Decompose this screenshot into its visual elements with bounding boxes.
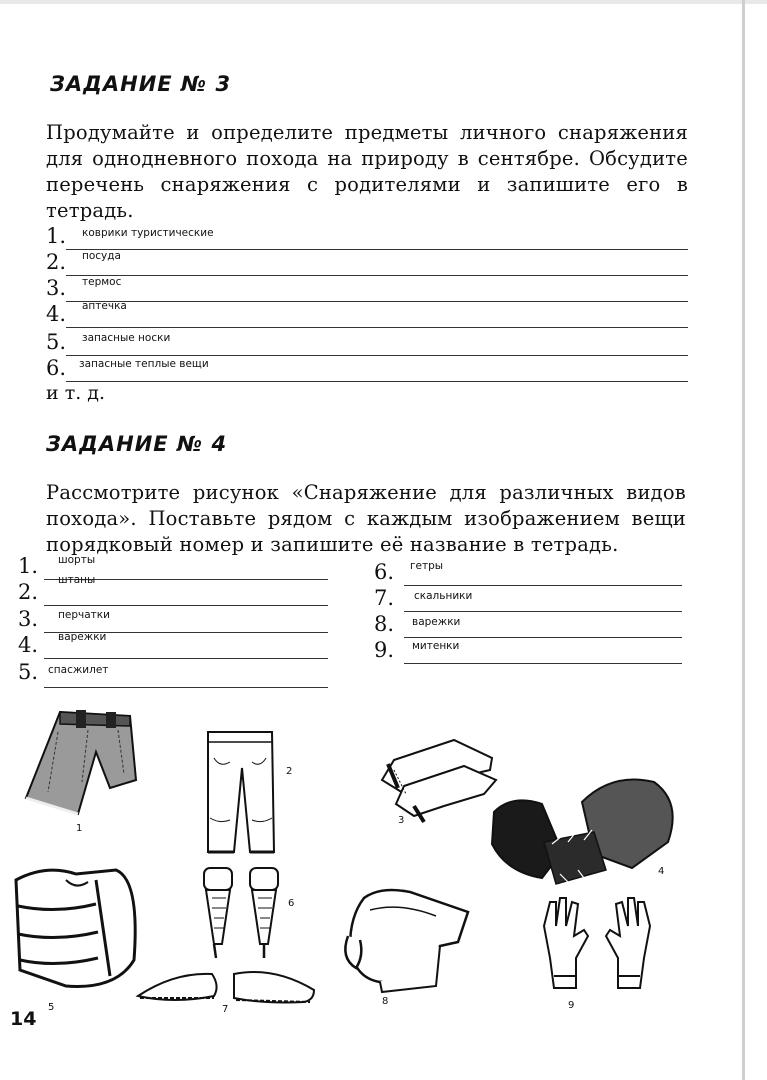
task4-title: ЗАДАНИЕ № 4 [46, 432, 228, 456]
handwritten-answer: спасжилет [48, 664, 109, 676]
trousers-illustration [200, 728, 280, 863]
figure-label-1: 1 [76, 823, 83, 834]
answer-line [44, 687, 328, 688]
row-number: 5. [46, 330, 67, 354]
figure-label-5: 5 [48, 1002, 55, 1013]
handwritten-answer: митенки [412, 640, 460, 652]
row-number: 8. [374, 612, 395, 636]
etc-note: и т. д. [46, 382, 106, 404]
figure-label-6: 6 [288, 898, 295, 909]
figure-label-7: 7 [222, 1004, 229, 1015]
figure-label-3: 3 [398, 815, 405, 826]
handwritten-answer: посуда [82, 250, 121, 262]
row-number: 9. [374, 638, 395, 662]
answer-line [66, 381, 688, 382]
task4-row-7 [374, 586, 682, 612]
row-number: 4. [18, 633, 39, 657]
handwritten-answer: скальники [414, 590, 473, 602]
task4-instructions: Рассмотрите рисунок «Снаряжение для различных видов похода». Поставьте рядом с каждым изображением вещи порядковый номер и запишите её название в тетрадь. [46, 481, 686, 556]
row-number: 3. [46, 276, 67, 300]
task3-row-6 [46, 356, 688, 382]
row-number: 1. [18, 554, 39, 578]
row-number: 3. [18, 607, 39, 631]
task4-row-2 [18, 574, 328, 606]
task3-title: ЗАДАНИЕ № 3 [50, 72, 232, 96]
handwritten-answer: запасные носки [82, 332, 171, 344]
row-number: 6. [46, 356, 67, 380]
task4-row-4 [18, 633, 328, 659]
row-number: 2. [46, 250, 67, 274]
row-number: 6. [374, 560, 395, 584]
scan-edge [0, 0, 767, 4]
handwritten-answer: перчатки [58, 609, 110, 621]
handwritten-answer: коврики туристические [82, 227, 214, 239]
climbing-shoes-illustration [134, 962, 324, 1008]
life-vest-illustration [6, 850, 146, 1000]
task4-row-6 [374, 560, 682, 586]
handwritten-answer: гетры [410, 560, 444, 572]
fingerless-gloves-illustration [536, 896, 658, 1000]
handwritten-answer: варежки [58, 631, 107, 643]
task3-row-5 [46, 330, 688, 356]
task4-row-8 [374, 612, 682, 638]
task4-row-9 [374, 638, 682, 664]
mittens-illustration [340, 886, 470, 996]
page-number: 14 [10, 1008, 37, 1030]
figure-label-2: 2 [286, 766, 293, 777]
task3-instructions: Продумайте и определите предметы личного снаряжения для однодневного похода на природу в сентябре. Обсудите перечень снаряжения с родителями и запишите его в тетрадь. [46, 121, 688, 222]
answer-line [404, 663, 682, 664]
handwritten-answer: штаны [58, 574, 96, 586]
handwritten-answer: запасные теплые вещи [79, 358, 209, 370]
answer-line [44, 605, 328, 606]
handwritten-answer: аптечка [82, 300, 127, 312]
row-number: 7. [374, 586, 395, 610]
gaiters-illustration [198, 864, 288, 964]
shorts-illustration [18, 702, 148, 827]
figure-label-9: 9 [568, 1000, 575, 1011]
task4-row-5 [18, 660, 328, 686]
figure-label-4: 4 [658, 866, 665, 877]
handwritten-answer: варежки [412, 616, 461, 628]
row-number: 4. [46, 302, 67, 326]
task3-row-3 [46, 276, 688, 302]
task3-row-2 [46, 250, 688, 276]
handwritten-answer: термос [82, 276, 122, 288]
task3-row-1 [46, 224, 688, 250]
handwritten-answer: шорты [58, 554, 96, 566]
row-number: 1. [46, 224, 67, 248]
answer-line [66, 327, 688, 328]
row-number: 5. [18, 660, 39, 684]
answer-line [44, 658, 328, 659]
figure-label-8: 8 [382, 996, 389, 1007]
row-number: 2. [18, 580, 39, 604]
task3-row-4 [46, 302, 688, 328]
scan-edge [742, 0, 745, 1080]
fur-mittens-illustration [482, 772, 682, 900]
task4-row-3 [18, 607, 328, 633]
